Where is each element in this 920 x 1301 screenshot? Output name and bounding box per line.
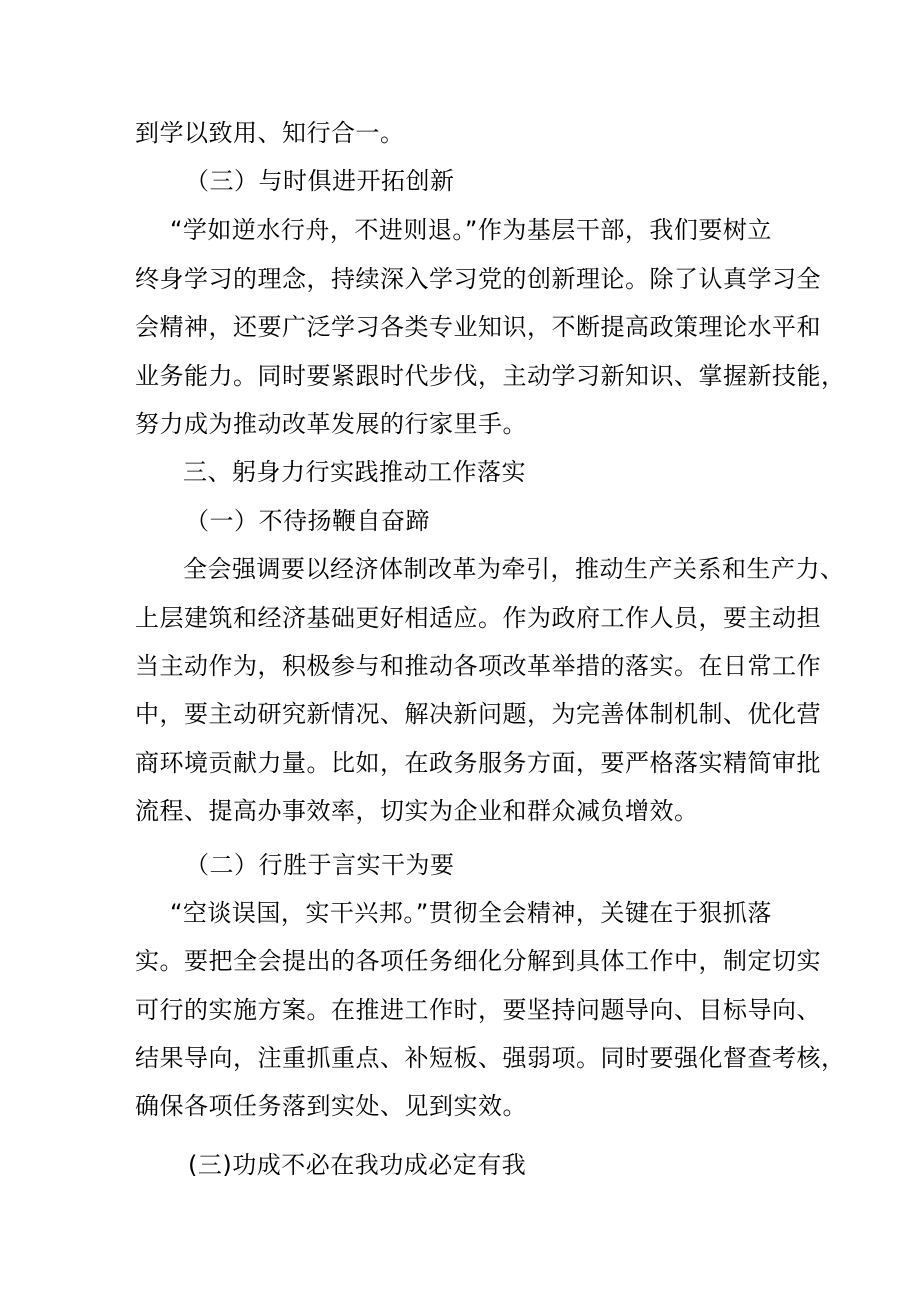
subsection-heading: （三）与时俱进开拓创新 [185, 167, 455, 195]
paragraph-line: 商环境贡献力量。比如，在政务服务方面，要严格落实精简审批 [135, 749, 821, 777]
paragraph-line: 可行的实施方案。在推进工作时，要坚持问题导向、目标导向、 [135, 996, 821, 1024]
paragraph-line: 业务能力。同时要紧跟时代步伐，主动学习新知识、掌握新技能， [135, 362, 846, 390]
paragraph-line: 结果导向，注重抓重点、补短板、强弱项。同时要强化督查考核， [135, 1044, 846, 1072]
subsection-heading: （二）行胜于言实干为要 [185, 851, 455, 879]
paragraph-line: 终身学习的理念，持续深入学习党的创新理论。除了认真学习全 [135, 265, 821, 293]
paragraph-line: “空谈误国，实干兴邦。”贯彻全会精神，关键在于狠抓落 [170, 899, 772, 927]
section-heading: 三、躬身力行实践推动工作落实 [183, 458, 526, 486]
paragraph-line: 全会强调要以经济体制改革为牵引，推动生产关系和生产力、 [183, 555, 845, 583]
paragraph-line: 中，要主动研究新情况、解决新问题，为完善体制机制、优化营 [135, 700, 821, 728]
paragraph-line: “学如逆水行舟，不进则退。”作为基层干部，我们要树立 [170, 216, 772, 244]
paragraph-line: 会精神，还要广泛学习各类专业知识，不断提高政策理论水平和 [135, 313, 821, 341]
subsection-heading: (三)功成不必在我功成必定有我 [188, 1151, 527, 1179]
paragraph-line: 当主动作为，积极参与和推动各项改革举措的落实。在日常工作 [135, 652, 821, 680]
paragraph-line: 到学以致用、知行合一。 [135, 119, 405, 147]
paragraph-line: 流程、提高办事效率，切实为企业和群众减负增效。 [135, 797, 699, 825]
subsection-heading: （一）不待扬鞭自奋蹄 [185, 507, 430, 535]
paragraph-line: 上层建筑和经济基础更好相适应。作为政府工作人员，要主动担 [135, 604, 821, 632]
paragraph-line: 实。要把全会提出的各项任务细化分解到具体工作中，制定切实 [135, 947, 821, 975]
paragraph-line: 确保各项任务落到实处、见到实效。 [135, 1092, 527, 1120]
paragraph-line: 努力成为推动改革发展的行家里手。 [135, 410, 527, 438]
